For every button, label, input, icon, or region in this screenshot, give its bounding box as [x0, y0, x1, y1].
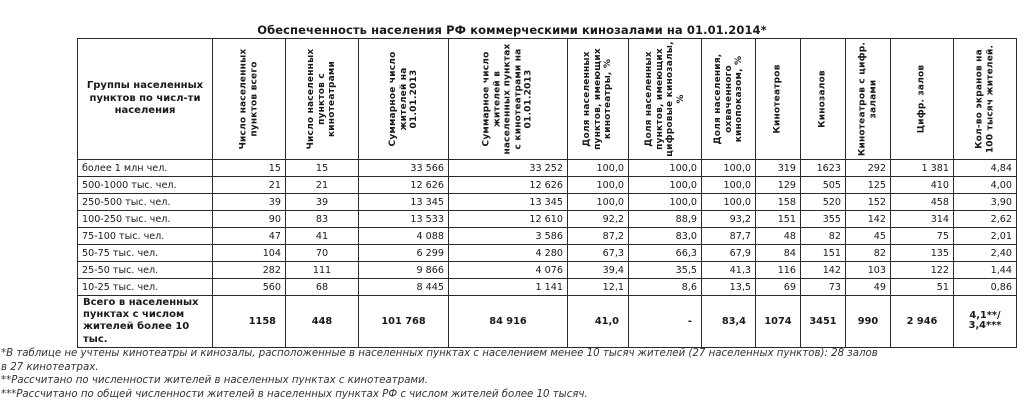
row-label: 75-100 тыс. чел. [78, 228, 213, 245]
cell: 1623 [801, 160, 846, 177]
table-row [78, 245, 1017, 262]
cell: 100,0 [568, 177, 629, 194]
header-share-population-covered: Доля населения, охваченного кинопоказом, % [702, 39, 756, 160]
cell: 67,3 [568, 245, 629, 262]
cell: 2,62 [954, 211, 1017, 228]
cell: 282 [213, 262, 286, 279]
cell: 73 [801, 279, 846, 296]
header-settlements-with-cinemas: Число населенных пунктов с кинотеатрами [286, 39, 359, 160]
cell: 88,9 [629, 211, 702, 228]
cell: 90 [213, 211, 286, 228]
cell: 505 [801, 177, 846, 194]
cell: 4,00 [954, 177, 1017, 194]
cinema-coverage-table [77, 38, 1017, 348]
cell: 103 [846, 262, 891, 279]
cell: 45 [846, 228, 891, 245]
cell: 1,44 [954, 262, 1017, 279]
cell: 129 [756, 177, 801, 194]
cell: 116 [756, 262, 801, 279]
table-row [78, 228, 1017, 245]
header-total-population: Суммарное число жителей на 01.01.2013 [359, 39, 449, 160]
cell: 83,0 [629, 228, 702, 245]
footnote-3: ***Рассчитано по общей численности жителей в населенных пунктах РФ с числом жителей более 10 тысяч. [1, 388, 588, 400]
cell: 100,0 [629, 160, 702, 177]
cell: 142 [846, 211, 891, 228]
cell: 104 [213, 245, 286, 262]
cell: 100,0 [568, 160, 629, 177]
cell: 47 [213, 228, 286, 245]
row-label: 10-25 тыс. чел. [78, 279, 213, 296]
cell: 69 [756, 279, 801, 296]
cell: 3,90 [954, 194, 1017, 211]
header-cinemas: Кинотеатров [756, 39, 801, 160]
cell: 92,2 [568, 211, 629, 228]
cell: 151 [801, 245, 846, 262]
cell: 158 [756, 194, 801, 211]
total-cell: 990 [846, 296, 891, 348]
total-cell: - [629, 296, 702, 348]
cell: 21 [286, 177, 359, 194]
cell: 520 [801, 194, 846, 211]
total-cell: 448 [286, 296, 359, 348]
cell: 135 [891, 245, 954, 262]
cell: 33 252 [449, 160, 568, 177]
cell: 100,0 [702, 194, 756, 211]
cell: 12 626 [449, 177, 568, 194]
cell: 93,2 [702, 211, 756, 228]
cell: 39,4 [568, 262, 629, 279]
cell: 66,3 [629, 245, 702, 262]
cell: 75 [891, 228, 954, 245]
cell: 4 280 [449, 245, 568, 262]
cell: 1 141 [449, 279, 568, 296]
row-label: 50-75 тыс. чел. [78, 245, 213, 262]
cell: 8 445 [359, 279, 449, 296]
cell: 100,0 [702, 160, 756, 177]
cell: 4 088 [359, 228, 449, 245]
cell: 15 [213, 160, 286, 177]
header-groups: Группы населенных пунктов по числ-ти населения [78, 39, 213, 160]
header-share-settlements-cinemas: Доля населенных пунктов, имеющих кинотеатры, % [568, 39, 629, 160]
cell: 21 [213, 177, 286, 194]
cell: 84 [756, 245, 801, 262]
cell: 4 076 [449, 262, 568, 279]
cell: 13 345 [449, 194, 568, 211]
table-row [78, 262, 1017, 279]
cell: 12 610 [449, 211, 568, 228]
cell: 2,01 [954, 228, 1017, 245]
cell: 49 [846, 279, 891, 296]
cell: 12 626 [359, 177, 449, 194]
header-share-settlements-digital: Доля населенных пунктов, имеющих цифровые кинозалы, % [629, 39, 702, 160]
cell: 314 [891, 211, 954, 228]
cell: 410 [891, 177, 954, 194]
total-cell: 1074 [756, 296, 801, 348]
footnote-2: **Рассчитано по численности жителей в населенных пунктах с кинотеатрами. [1, 375, 428, 386]
row-label: более 1 млн чел. [78, 160, 213, 177]
cell: 292 [846, 160, 891, 177]
cell: 87,7 [702, 228, 756, 245]
cell: 15 [286, 160, 359, 177]
cell: 6 299 [359, 245, 449, 262]
cell: 68 [286, 279, 359, 296]
table-row [78, 279, 1017, 296]
cell: 13 345 [359, 194, 449, 211]
total-label: Всего в населенных пунктах с числом жителей более 10 тыс. [78, 296, 213, 348]
footnote-1-cont: в 27 кинотеатрах. [1, 361, 99, 373]
table-title: Обеспеченность населения РФ коммерческими кинозалами на 01.01.2014* [257, 23, 767, 37]
header-screens-per-100k: Кол-во экранов на 100 тысяч жителей. [954, 39, 1017, 160]
cell: 122 [891, 262, 954, 279]
cell: 67,9 [702, 245, 756, 262]
cell: 560 [213, 279, 286, 296]
total-cell: 2 946 [891, 296, 954, 348]
total-screens-per-100k [954, 296, 1017, 348]
header-digital-screens: Цифр. залов [891, 39, 954, 160]
cell: 355 [801, 211, 846, 228]
total-cell: 84 916 [449, 296, 568, 348]
cell: 4,84 [954, 160, 1017, 177]
value-total-pop: 3,4*** [968, 320, 1002, 332]
cell: 82 [846, 245, 891, 262]
table-row [78, 177, 1017, 194]
row-label: 500-1000 тыс. чел. [78, 177, 213, 194]
footnote-1: *В таблице не учтены кинотеатры и кинозалы, расположенные в населенных пунктах с населением менее 10 тысяч жителей (27 населенных пунктов): 28 залов [1, 348, 878, 359]
cell: 319 [756, 160, 801, 177]
cell: 151 [756, 211, 801, 228]
cell: 33 566 [359, 160, 449, 177]
total-cell: 83,4 [702, 296, 756, 348]
header-row [78, 39, 1017, 160]
cell: 2,40 [954, 245, 1017, 262]
cell: 35,5 [629, 262, 702, 279]
value-with-cinema-pop: 4,1**/ [969, 309, 1001, 321]
total-cell: 101 768 [359, 296, 449, 348]
cell: 51 [891, 279, 954, 296]
footnotes [0, 347, 1024, 401]
table-row [78, 160, 1017, 177]
cell: 39 [213, 194, 286, 211]
total-cell: 41,0 [568, 296, 629, 348]
cell: 13 533 [359, 211, 449, 228]
cell: 83 [286, 211, 359, 228]
cell: 458 [891, 194, 954, 211]
row-label: 25-50 тыс. чел. [78, 262, 213, 279]
cell: 13,5 [702, 279, 756, 296]
total-cell: 1158 [213, 296, 286, 348]
cell: 100,0 [568, 194, 629, 211]
cell: 8,6 [629, 279, 702, 296]
cell: 87,2 [568, 228, 629, 245]
cell: 142 [801, 262, 846, 279]
cell: 125 [846, 177, 891, 194]
header-screens: Кинозалов [801, 39, 846, 160]
cell: 3 586 [449, 228, 568, 245]
cell: 100,0 [629, 177, 702, 194]
cell: 100,0 [629, 194, 702, 211]
cell: 41,3 [702, 262, 756, 279]
header-population-with-cinemas: Суммарное число жителей в населенных пунктах с кинотеатрами на 01.01.2013 [449, 39, 568, 160]
header-settlements-total: Число населенных пунктов всего [213, 39, 286, 160]
cell: 111 [286, 262, 359, 279]
cell: 12,1 [568, 279, 629, 296]
cell: 39 [286, 194, 359, 211]
cell: 152 [846, 194, 891, 211]
cell: 0,86 [954, 279, 1017, 296]
total-cell: 3451 [801, 296, 846, 348]
header-digital-cinemas: Кинотеатров с цифр. залами [846, 39, 891, 160]
row-label: 100-250 тыс. чел. [78, 211, 213, 228]
cell: 48 [756, 228, 801, 245]
cell: 100,0 [702, 177, 756, 194]
cell: 70 [286, 245, 359, 262]
table-row [78, 194, 1017, 211]
table-row [78, 211, 1017, 228]
cell: 82 [801, 228, 846, 245]
cell: 9 866 [359, 262, 449, 279]
total-row [78, 296, 1017, 348]
cell: 41 [286, 228, 359, 245]
cell: 1 381 [891, 160, 954, 177]
row-label: 250-500 тыс. чел. [78, 194, 213, 211]
